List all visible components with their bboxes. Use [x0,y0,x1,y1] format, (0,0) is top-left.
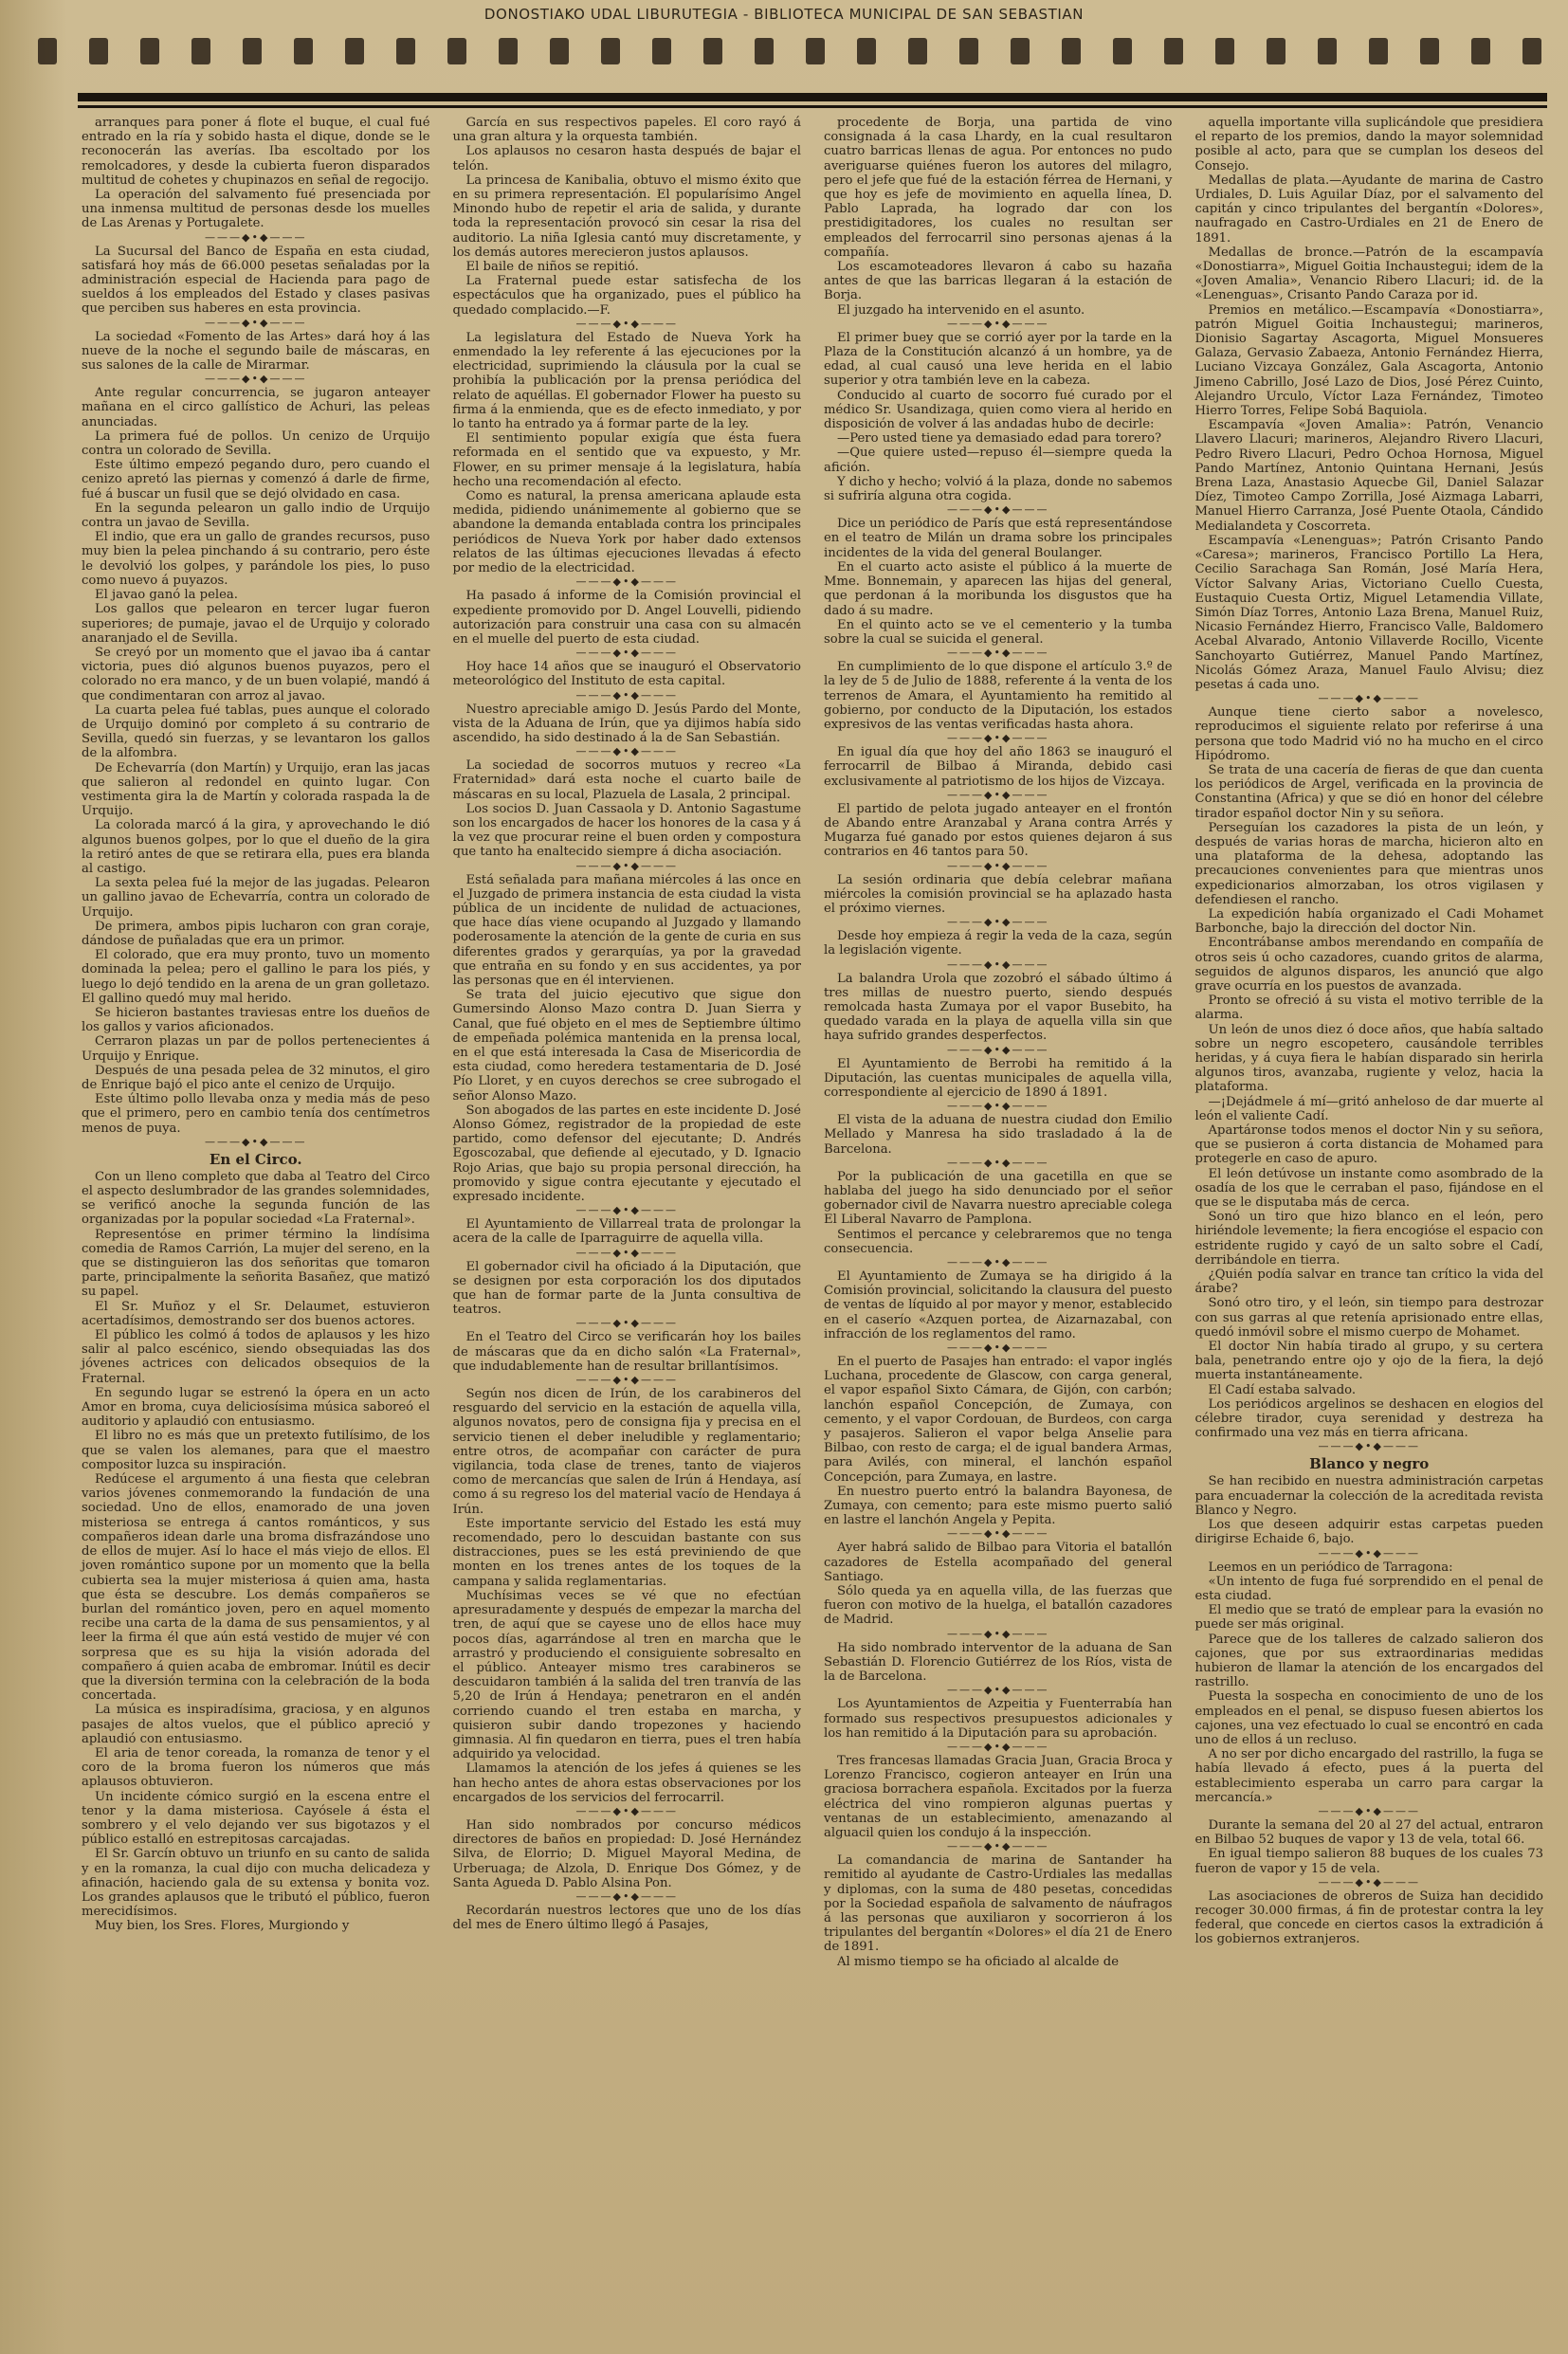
news-paragraph: Al mismo tiempo se ha oficiado al alcalde de [837,1954,1120,1969]
separator-ornament: ———◆•◆——— [947,1100,1049,1113]
news-paragraph: Apartáronse todos menos el doctor Nin y su señora, que se pusieron á corta distancia de Mohamed para protegerle en caso de apuro. [1194,1123,1543,1167]
news-paragraph: Se trata de una cacería de fieras de que dan cuenta los periódicos de Argel, verificada en la provincia de Constantina (Africa) y que se dió en honor del célebre tirador español doctor Nin y su señora. [1194,762,1543,821]
news-paragraph: El partido de pelota jugado anteayer en el frontón de Abando entre Aranzabal y Arana contra Arrés y Mugarza fué ganado por estos quienes dejaron á sus contrarios en 46 tantos para 50. [824,801,1173,860]
news-paragraph: La Sucursal del Banco de España en esta ciudad, satisfará hoy más de 66.000 pesetas señaladas por la administración especial de Hacienda para pago de sueldos á los empleados del Estado y clases pasivas que perciben sus haberes en esta provincia. [82,244,430,317]
sprocket-hole [1318,38,1337,64]
sprocket-hole [345,38,364,64]
news-paragraph: Ayer habrá salido de Bilbao para Vitoria el batallón cazadores de Estella acompañado del general Santiago. [824,1541,1173,1584]
separator-ornament: ———◆•◆——— [575,1204,678,1217]
separator-ornament: ———◆•◆——— [1318,692,1420,705]
news-paragraph: La colorada marcó á la gira, y aprovechando le dió algunos buenos golpes, por lo que el dueño de la gira la retiró antes de que se retirara ella, pues era blanda al castigo. [82,818,430,876]
news-paragraph: En el quinto acto se ve el cementerio y la tumba sobre la cual se suicida el general. [824,617,1173,647]
microfilm-sprockets [0,38,1568,66]
news-paragraph: Las asociaciones de obreros de Suiza han decidido recoger 30.000 firmas, á fin de protestar contra la ley federal, que concede en ciertos casos la extradición á los gobiernos extranjeros. [1194,1889,1543,1947]
news-paragraph: Este último empezó pegando duro, pero cuando el cenizo apretó las piernas y comenzó á darle de firme, fué á buscar un fusil que se dejó olvidado en casa. [82,458,430,502]
news-paragraph: El medio que se trató de emplear para la evasión no puede ser más original. [1194,1603,1543,1633]
news-paragraph: Pronto se ofreció á su vista el motivo terrible de la alarma. [1194,994,1543,1023]
news-paragraph: Son abogados de las partes en este incidente D. José Alonso Gómez, registrador de la propiedad de este partido, como defensor del ejecutante; D. Andrés Egoscozabal, que defiende al ejecutado, y D. Ignacio Rojo Arias, que bajo su propia personal dirección, ha promovido y sigue contra ejecutante y ejecutado el expresado incidente. [452,1103,801,1205]
news-paragraph: El primer buey que se corrió ayer por la tarde en la Plaza de la Constitución alcanzó á un hombre, ya de edad, al cual causó una leve herida en el labio superior y otra también leve en la cabeza. [824,330,1173,389]
news-paragraph: Cerraron plazas un par de pollos pertenecientes á Urquijo y Enrique. [82,1034,430,1064]
news-paragraph: El Sr. Garcín obtuvo un triunfo en su canto de salida y en la romanza, la cual dijo con mucha delicadeza y afinación, haciendo gala de su extensa y bonita voz. Los grandes aplausos que le tributó el público, fueron merecidísimos. [82,1847,430,1920]
news-paragraph: procedente de Borja, una partida de vino consignada á la casa Lhardy, en la cual resultaron cuatro barricas llenas de agua. Por entonces no pudo averiguarse quiénes fueron los autores del milagro, pero el jefe que fué de la estación férrea de Hernani, y que hoy es jefe de movimiento en aquella línea, D. Pablo Laprada, ha logrado dar con los prestidigitadores, los cuales no resultan ser empleados del ferrocarril sino personas ajenas á la compañía. [824,116,1173,260]
section-heading: En el Circo. [209,1150,302,1168]
news-paragraph: arranques para poner á flote el buque, el cual fué entrado en la ría y sobido hasta el dique, donde se le reconocerán las averías. Iba escoltado por los remolcadores, y desde la cubierta fueron disparados multitud de cohetes y chupinazos en señal de regocijo. [82,116,430,188]
sprocket-hole [806,38,825,64]
sprocket-hole [1471,38,1490,64]
news-paragraph: El Ayuntamiento de Villarreal trata de prolongar la acera de la calle de Iparraguirre de aquella villa. [452,1217,801,1247]
news-paragraph: El Sr. Muñoz y el Sr. Delaumet, estuvieron acertadísimos, demostrando ser dos buenos actores. [82,1299,430,1328]
separator-ornament: ———◆•◆——— [205,230,307,244]
separator-ornament: ———◆•◆——— [947,958,1049,971]
news-paragraph: aquella importante villa suplicándole que presidiera el reparto de los premios, dando la mayor solemnidad posible al acto, para que se cumplan los deseos del Consejo. [1194,116,1543,173]
news-paragraph: Se han recibido en nuestra administración carpetas para encuadernar la colección de la acreditada revista Blanco y Negro. [1194,1474,1543,1518]
separator-ornament: ———◆•◆——— [575,859,678,872]
news-paragraph: Los socios D. Juan Cassaola y D. Antonio Sagastume son los encargados de hacer los honores de la casa y á la vez que procurar reine el buen orden y compostura que tanto ha enaltecido siempre á dicha asociación. [452,801,801,860]
sprocket-hole [140,38,159,64]
sprocket-hole [652,38,671,64]
news-paragraph: Sentimos el percance y celebraremos que no tenga consecuencia. [824,1227,1173,1256]
news-paragraph: Como es natural, la prensa americana aplaude esta medida, pidiendo unánimemente al gobierno que se abandone la demanda entablada contra los principales periódicos de Nueva York por haber dado extensos relatos de las últimas ejecuciones llevadas á efecto por medio de la electricidad. [452,489,801,576]
sprocket-hole [89,38,108,64]
news-paragraph: Hoy hace 14 años que se inauguró el Observatorio meteorológico del Instituto de esta capital. [452,660,801,689]
news-paragraph: En la segunda pelearon un gallo indio de Urquijo contra un javao de Sevilla. [82,501,430,531]
sprocket-hole [191,38,210,64]
separator-ornament: ———◆•◆——— [947,1684,1049,1697]
news-paragraph: Escampavía «Lenenguas»; Patrón Crisanto Pando «Caresa»; marineros, Francisco Portillo La Hera, Cecilio Sarachaga San Román, José María Hera, Víctor Salvany Arias, Victoriano Cuello Cuesta, Eustaquio Cuesta Ortiz, Miguel Letamendia Villate, Simón Díaz Torres, Antonio Laza Brena, Manuel Ruiz, Nicasio Fernández Hierro, Francisco Valle, Baldomero Acebal Alvarado, Antonio Villaverde Rocillo, Vicente Sanchoyarto Gutiérrez, Manuel Pando Martínez, Nicolás Gómez Araza, Manuel Faulo Alvisu; diez pesetas á cada uno. [1194,533,1543,692]
news-paragraph: La balandra Urola que zozobró el sábado último á tres millas de nuestro puerto, siendo después remolcada hasta Zumaya por el vapor Busebito, ha quedado varada en la playa de aquella villa sin que haya sufrido grandes desperfectos. [824,971,1173,1044]
masthead-rule-thick [78,93,1547,101]
news-paragraph: Los que deseen adquirir estas carpetas pueden dirigirse Echaide 6, bajo. [1194,1518,1543,1547]
separator-ornament: ———◆•◆——— [947,647,1049,660]
news-paragraph: El doctor Nin había tirado al grupo, y su certera bala, penetrando entre ojo y ojo de la fiera, la dejó muerta instantáneamente. [1194,1340,1543,1383]
news-paragraph: «Un intento de fuga fué sorprendido en el penal de esta ciudad. [1194,1574,1543,1603]
separator-ornament: ———◆•◆——— [1318,1804,1420,1817]
news-paragraph: Los gallos que pelearon en tercer lugar fueron superiores; de pumaje, javao el de Urquijo y colorado anaranjado el de Sevilla. [82,602,430,646]
separator-ornament: ———◆•◆——— [575,1804,678,1817]
news-paragraph: Han sido nombrados por concurso médicos directores de baños en propiedad: D. José Hernández Silva, de Elorrio; D. Miguel Mayoral Medina, de Urberuaga; de Alzola, D. Enrique Dos Gómez, y de Santa Agueda D. Pablo Alsina Pon. [452,1817,801,1890]
news-paragraph: El león detúvose un instante como asombrado de la osadía de los que le cerraban el paso, fijándose en el que se le disputaba más de cerca. [1194,1166,1543,1211]
sprocket-hole [499,38,518,64]
separator-ornament: ———◆•◆——— [575,688,678,702]
news-paragraph: Ante regular concurrencia, se jugaron anteayer mañana en el circo gallístico de Achuri, las peleas anunciadas. [82,386,430,429]
separator-ornament: ———◆•◆——— [575,317,678,330]
news-paragraph: Los aplausos no cesaron hasta después de bajar el telón. [452,144,801,173]
news-paragraph: La comandancia de marina de Santander ha remitido al ayudante de Castro-Urdiales las medallas y diplomas, con la suma de 480 pesetas, concedidas por la Sociedad española de salvamento de náufragos á las personas que auxiliaron y socorrieron á los tripulantes del bergantín «Dolores» el día 21 de Enero de 1891. [824,1853,1173,1955]
news-paragraph: Perseguían los cazadores la pista de un león, y después de varias horas de marcha, hicieron alto en una plataforma de la dehesa, adoptando las precauciones convenientes para que mientras unos expedicionarios almorzaban, los otros vigilasen y defendiesen el rancho. [1194,820,1543,907]
news-paragraph: El Ayuntamiento de Berrobi ha remitido á la Diputación, las cuentas municipales de aquella villa, correspondiente al ejercicio de 1890 á 1891. [824,1056,1173,1100]
news-paragraph: Sonó un tiro que hizo blanco en el león, pero hiriéndole levemente; la fiera encogióse el espacio con estridente rugido y cayó de un salto sobre el Cadí, derribándole en tierra. [1194,1210,1543,1268]
news-paragraph: La sociedad de socorros mutuos y recreo «La Fraternidad» dará esta noche el cuarto baile de máscaras en su local, Plazuela de Lasala, 2 principal. [452,758,801,802]
news-paragraph: Tres francesas llamadas Gracia Juan, Gracia Broca y Lorenzo Francisco, cogieron anteayer en Irún una graciosa borrachera española. Excitados por la fuerza eléctrica del vino rompieron algunas puertas y ventanas de un establecimiento, amenazando al alguacil quien los condujo á la inspección. [824,1753,1173,1840]
separator-ornament: ———◆•◆——— [947,1156,1049,1169]
news-paragraph: Llamamos la atención de los jefes á quienes se les han hecho antes de ahora estas observaciones por los encargados de los servicios del ferrocarril. [452,1761,801,1805]
separator-ornament: ———◆•◆——— [575,575,678,589]
news-paragraph: Representóse en primer término la lindísima comedia de Ramos Carrión, La mujer del sereno, en la que se distinguieron las dos señoritas que tomaron parte, principalmente la señorita Basañez, que matizó su papel. [82,1227,430,1300]
news-paragraph: Sólo queda ya en aquella villa, de las fuerzas que fueron con motivo de la huelga, el batallón cazadores de Madrid. [824,1584,1173,1628]
sprocket-hole [1267,38,1285,64]
news-paragraph: El baile de niños se repitió. [465,260,639,275]
separator-ornament: ———◆•◆——— [947,503,1049,517]
news-paragraph: Ha pasado á informe de la Comisión provincial el expediente promovido por D. Angel Louvelli, pidiendo autorización para construir una casa con su almacén en el muelle del puerto de esta ciudad. [452,589,801,647]
news-paragraph: El aria de tenor coreada, la romanza de tenor y el coro de la broma fueron los números que más aplausos obtuvieron. [82,1745,430,1790]
news-paragraph: La sexta pelea fué la mejor de las jugadas. Pelearon un gallino javao de Echevarría, contra un colorado de Urquijo. [82,876,430,920]
news-paragraph: Un león de unos diez ó doce años, que había saltado sobre un negro escopetero, causándole terribles heridas, y á cuya fiera le habían disparado sin herirla algunos tiros, avanzaba, rugiente y veloz, hacia la plataforma. [1194,1022,1543,1095]
sprocket-hole [38,38,57,64]
news-paragraph: Los escamoteadores llevaron á cabo su hazaña antes de que las barricas llegaran á la estación de Borja. [824,260,1173,303]
news-paragraph: El vista de la aduana de nuestra ciudad don Emilio Mellado y Manresa ha sido trasladado á la de Barcelona. [824,1113,1173,1157]
news-paragraph: En segundo lugar se estrenó la ópera en un acto Amor en broma, cuya deliciosísima música saboreó el auditorio y aplaudió con entusiasmo. [82,1385,430,1430]
news-paragraph: Conducido al cuarto de socorro fué curado por el médico Sr. Usandizaga, quien como viera al herido en disposición de volver á las andadas hubo de decirle: [824,388,1173,432]
news-paragraph: —¡Dejádmele á mí—gritó anheloso de dar muerte al león el valiente Cadí. [1194,1094,1543,1123]
news-paragraph: En el puerto de Pasajes han entrado: el vapor inglés Luchana, procedente de Glascow, con carga general, el vapor español Sixto Cámara, de Gijón, con carbón; lanchón español Concepción, de Zumaya, con cemento, y el vapor Cordouan, de Burdeos, con carga y pasajeros. Salieron el vapor belga Anselie para Bilbao, con resto de carga; el de igual bandera Armas, para Avilés, con mineral, el lanchón español Concepción, para Zumaya, en lastre. [824,1355,1173,1485]
news-paragraph: De primera, ambos pipis lucharon con gran coraje, dándose de puñaladas que era un primor. [82,919,430,948]
separator-ornament: ———◆•◆——— [947,1527,1049,1541]
sprocket-hole [243,38,262,64]
sprocket-hole [908,38,927,64]
news-paragraph: Muy bien, los Sres. Flores, Murgiondo y [95,1919,350,1934]
separator-ornament: ———◆•◆——— [947,1256,1049,1269]
separator-ornament: ———◆•◆——— [575,1889,678,1903]
news-paragraph: Escampavía «Joven Amalia»: Patrón, Venancio Llavero Llacuri; marineros, Alejandro Rivero Llacuri, Pedro Rivero Llacuri, Pedro Ochoa Hornosa, Miguel Pando Martínez, Antonio Quintana Hernani, Jesús Brena Laza, Anastasio Aquecbe Gil, Daniel Salazar Díez, Timoteo Campo Zorrilla, José Aizmaga Labarri, Manuel Hierro Carranza, José Puente Otaola, Cándido Medialandeta y Coscorreta. [1194,418,1543,534]
separator-ornament: ———◆•◆——— [947,1740,1049,1753]
news-paragraph: Leemos en un periódico de Tarragona: [1208,1560,1453,1575]
news-paragraph: El Ayuntamiento de Zumaya se ha dirigido á la Comisión provincial, solicitando la clausura del puesto de ventas de líquido al por mayor y menor, establecido en el caserío «Azquen portea, de Aizarnazabal, con infracción de los reglamentos del ramo. [824,1269,1173,1341]
news-paragraph: Medallas de bronce.—Patrón de la escampavía «Donostiarra», Miguel Goitia Inchaustegui; idem de la «Joven Amalia», Venancio Ribero Llacuri; id. de la «Lenenguas», Crisanto Pando Caraza por id. [1194,245,1543,303]
sprocket-hole [550,38,569,64]
news-paragraph: Este importante servicio del Estado les está muy recomendado, pero lo descuidan bastante con sus distracciones, pues se les está previniendo de que monten en los trenes antes de los toques de la campana y salida reglamentarias. [452,1516,801,1589]
sprocket-hole [447,38,466,64]
news-paragraph: La sesión ordinaria que debía celebrar mañana miércoles la comisión provincial se ha aplazado hasta el próximo viernes. [824,872,1173,916]
separator-ornament: ———◆•◆——— [575,745,678,758]
column-1 [78,116,434,2344]
news-paragraph: La música es inspiradísima, graciosa, y en algunos pasajes de altos vuelos, que el público apreció y aplaudió con entusiasmo. [82,1703,430,1746]
news-paragraph: Está señalada para mañana miércoles á las once en el Juzgado de primera instancia de esta ciudad la vista pública de un incidente de nulidad de actuaciones, que hace días viene ocupando al Juzgado y llamando poderosamente la atención de la gente de curia en sus diferentes grados y gerarquías, ya por la gravedad que entraña en su fondo y en sus accidentes, ya por las personas que en él intervienen. [452,872,801,988]
news-paragraph: Medallas de plata.—Ayudante de marina de Castro Urdiales, D. Luis Aguilar Díaz, por el salvamento del capitán y cinco tripulantes del bergantín «Dolores», naufragado en Castro-Urdiales en 21 de Enero de 1891. [1194,173,1543,246]
sprocket-hole [857,38,876,64]
news-paragraph: Durante la semana del 20 al 27 del actual, entraron en Bilbao 52 buques de vapor y 13 de vela, total 66. [1194,1817,1543,1848]
news-paragraph: La cuarta pelea fué tablas, pues aunque el colorado de Urquijo dominó por completo á su contrario de Sevilla, quedó sin fuerzas, y se levantaron los gallos de la alfombra. [82,703,430,761]
news-paragraph: De Echevarría (don Martín) y Urquijo, eran las jacas que salieron al redondel en quinto lugar. Con vestimenta gira la de Martín y colorada raspada la de Urquijo. [82,760,430,819]
separator-ornament: ———◆•◆——— [205,316,307,329]
separator-ornament: ———◆•◆——— [575,1374,678,1387]
sprocket-hole [1522,38,1541,64]
separator-ornament: ———◆•◆——— [1318,1875,1420,1889]
sprocket-hole [703,38,722,64]
news-paragraph: La expedición había organizado el Cadi Mohamet Barbonche, bajo la dirección del doctor Nin. [1194,906,1543,937]
news-paragraph: Parece que de los talleres de calzado salieron dos cajones, que por sus extraordinarias medidas hubieron de llamar la atención de los encargados del rastrillo. [1194,1632,1543,1690]
news-paragraph: ¿Quién podía salvar en trance tan crítico la vida del árabe? [1194,1268,1543,1297]
news-paragraph: Nuestro apreciable amigo D. Jesús Pardo del Monte, vista de la Aduana de Irún, que ya dijimos había sido ascendido, ha sido destinado á la de San Sebastián. [452,702,801,745]
sprocket-hole [1011,38,1030,64]
section-heading: Blanco y negro [1309,1455,1430,1473]
news-paragraph: Se trata del juicio ejecutivo que sigue don Gumersindo Alonso Mazo contra D. Juan Sierra y Canal, que fué objeto en el mes de Septiembre último de empeñada polémica mantenida en la prensa local, en el que está interesada la Casa de Misericordia de esta ciudad, como heredera testamentaria de D. José Pío Lloret, y en cuyos derechos se cree subrogado el señor Alonso Mazo. [452,988,801,1104]
separator-ornament: ———◆•◆——— [947,1840,1049,1853]
news-paragraph: El Cadí estaba salvado. [1208,1382,1357,1397]
news-paragraph: —Pero usted tiene ya demasiado edad para torero? [837,431,1162,447]
news-paragraph: Ha sido nombrado interventor de la aduana de San Sebastián D. Florencio Gutiérrez de los Ríos, vista de la de Barcelona. [824,1640,1173,1685]
sprocket-hole [396,38,415,64]
news-paragraph: La legislatura del Estado de Nueva York ha enmendado la ley referente á las ejecuciones por la electricidad, suprimiendo la cláusula por la cual se prohibía la publicación por la prensa periódica del relato de aquéllas. El gobernador Flower ha puesto su firma á la enmienda, que es de efecto inmediato, y por lo tanto ha entrado ya á formar parte de la ley. [452,330,801,432]
news-paragraph: Dice un periódico de París que está representándose en el teatro de Milán un drama sobre los principales incidentes de la vida del general Boulanger. [824,517,1173,560]
news-paragraph: En nuestro puerto entró la balandra Bayonesa, de Zumaya, con cemento; para este mismo puerto salió en lastre el lanchón Angela y Pepita. [824,1484,1173,1528]
news-paragraph: Encontrábanse ambos merendando en compañía de otros seis ú ocho cazadores, cuando gritos de alarma, seguidos de algunos disparos, les anunció que algo grave ocurría en los puestos de avanzada. [1194,936,1543,994]
separator-ornament: ———◆•◆——— [205,1135,307,1148]
news-paragraph: Después de una pesada pelea de 32 minutos, el giro de Enrique bajó el pico ante el cenizo de Urquijo. [82,1063,430,1092]
separator-ornament: ———◆•◆——— [947,732,1049,745]
news-paragraph: En cumplimiento de lo que dispone el artículo 3.º de la ley de 5 de Julio de 1888, referente á la venta de los terrenos de Amara, el Ayuntamiento ha remitido al gobierno, por conducto de la Diputación, los estados expresivos de las ventas verificadas hasta ahora. [824,660,1173,732]
sprocket-hole [1369,38,1388,64]
news-paragraph: El libro no es más que un pretexto futilísimo, de los que se valen los alemanes, para que el maestro compositor luzca su inspiración. [82,1429,430,1472]
separator-ornament: ———◆•◆——— [1318,1440,1420,1453]
separator-ornament: ———◆•◆——— [947,859,1049,872]
news-paragraph: Aunque tiene cierto sabor a novelesco, reproducimos el siguiente relato por referirse á una persona que todo Madrid vió no ha mucho en el circo Hipódromo. [1194,705,1543,763]
sprocket-hole [959,38,978,64]
separator-ornament: ———◆•◆——— [947,1627,1049,1640]
news-paragraph: La sociedad «Fomento de las Artes» dará hoy á las nueve de la noche el segundo baile de máscaras, en sus salones de la calle de Mirarmar. [82,329,430,374]
news-paragraph: El sentimiento popular exigía que ésta fuera reformada en el sentido que va expuesto, y Mr. Flower, en su primer mensaje á la legislatura, había hecho una recomendación al efecto. [452,431,801,489]
news-paragraph: A no ser por dicho encargado del rastrillo, la fuga se había llevado á efecto, pues á la puerta del establecimiento esperaba un carro para cargar la mercancía.» [1194,1747,1543,1805]
sprocket-hole [755,38,774,64]
news-paragraph: La Fraternal puede estar satisfecha de los espectáculos que ha organizado, pues el público ha quedado complacido.—F. [452,274,801,318]
sprocket-hole [1420,38,1439,64]
news-paragraph: El juzgado ha intervenido en el asunto. [837,302,1085,318]
column-4 [1192,116,1548,2344]
news-paragraph: En el cuarto acto asiste el público á la muerte de Mme. Bonnemain, y aparecen las hijas del general, que perdonan á la moribunda los disgustos que ha dado á su madre. [824,559,1173,618]
news-paragraph: La primera fué de pollos. Un cenizo de Urquijo contra un colorado de Sevilla. [82,429,430,459]
news-paragraph: Sonó otro tiro, y el león, sin tiempo para destrozar con sus garras al que retenía aprisionado entre ellas, quedó inmóvil sobre el mismo cuerpo de Mohamet. [1194,1296,1543,1340]
news-paragraph: El gobernador civil ha oficiado á la Diputación, que se designen por esta corporación los dos diputados que han de formar parte de la Junta consultiva de teatros. [452,1259,801,1318]
news-paragraph: Los Ayuntamientos de Azpeitia y Fuenterrabía han formado sus respectivos presupuestos adicionales y los han remitido á la Diputación para su aprobación. [824,1697,1173,1741]
sprocket-hole [1164,38,1183,64]
news-paragraph: La princesa de Kanibalia, obtuvo el mismo éxito que en su primera representación. El popularísimo Angel Minondo hubo de repetir el aria de salida, y durante toda la representación provocó sin cesar la risa del auditorio. La niña Iglesia cantó muy discretamente, y los demás autores merecieron justos aplausos. [452,173,801,260]
separator-ornament: ———◆•◆——— [1318,1546,1420,1560]
separator-ornament: ———◆•◆——— [205,373,307,386]
news-paragraph: El indio, que era un gallo de grandes recursos, puso muy bien la pelea pinchando á su contrario, pero éste le devolvió los golpes, y parándole los pies, lo puso como nuevo á puyazos. [82,530,430,588]
news-paragraph: Un incidente cómico surgió en la escena entre el tenor y la dama misteriosa. Cayósele á ésta el sombrero y el velo dejando ver sus bigotazos y el público estalló en estrepitosas carcajadas. [82,1789,430,1848]
news-paragraph: Los periódicos argelinos se deshacen en elogios del célebre tirador, cuya serenidad y destreza ha confirmado una vez más en tierra africana. [1194,1396,1543,1441]
separator-ornament: ———◆•◆——— [575,1317,678,1330]
sprocket-hole [601,38,620,64]
separator-ornament: ———◆•◆——— [947,916,1049,929]
news-paragraph: Según nos dicen de Irún, de los carabineros del resguardo del servicio en la estación de aquella villa, algunos novatos, pero de consigna fija y precisa en el servicio tienen el deber ineludible y reglamentario; entre otros, de acompañar con carácter de pura vigilancia, toda clase de trenes, tanto de viajeros como de mercancías que salen de Irún á Hendaya, así como á su regreso los del material vacío de Hendaya á Irún. [452,1387,801,1517]
news-paragraph: Muchísimas veces se vé que no efectúan apresuradamente y después de empezar la marcha del tren, de aquí que se cayese uno de ellos hace muy pocos días, agarrándose al tren en marcha que le arrastró y produciendo el consiguiente sobresalto en el público. Anteayer mismo tres carabineros se descuidaron también á la salida del tren tranvía de las 5,20 de Irún á Hendaya; penetraron en el andén corriendo cuando el tren estaba en marcha, y quisieron subir dando tropezones y haciendo gimnasia. Al fin quedaron en tierra, pues el tren había adquirido ya velocidad. [452,1588,801,1762]
page-edge-shadow [0,0,66,2354]
text-columns [78,116,1547,2344]
news-paragraph: La operación del salvamento fué presenciada por una inmensa multitud de personas desde los muelles de Las Arenas y Portugalete. [82,188,430,231]
sprocket-hole [294,38,313,64]
news-paragraph: Se creyó por un momento que el javao iba á cantar victoria, pues dió algunos buenos puyazos, pero el colorado no era manco, y de un buen volapié, mandó á que condimentaran con arroz al javao. [82,645,430,703]
sprocket-hole [1215,38,1234,64]
separator-ornament: ———◆•◆——— [575,1246,678,1259]
news-paragraph: En igual día que hoy del año 1863 se inauguró el ferrocarril de Bilbao á Miranda, debido casi exclusivamente al patriotismo de los hijos de Vizcaya. [824,745,1173,789]
masthead-rule-thin [78,105,1547,108]
separator-ornament: ———◆•◆——— [947,1043,1049,1056]
separator-ornament: ———◆•◆——— [947,317,1049,330]
separator-ornament: ———◆•◆——— [947,1341,1049,1355]
news-paragraph: Premios en metálico.—Escampavía «Donostiarra», patrón Miguel Goitia Inchaustegui; marineros, Dionisio Sagartay Ascagorta, Miguel Monsueres Galaza, Gervasio Zabaeza, Antonio Fernández Hierra, Luciano Vizcaya González, Gala Ascagorta, Antonio Jimeno Cabrillo, José Lazo de Dios, José Pérez Cuinto, Alejandro Urculo, Víctor Laza Fernández, Timoteo Hierro Torres, Felipe Sobá Baquiola. [1194,302,1543,419]
news-paragraph: Desde hoy empieza á regir la veda de la caza, según la legislación vigente. [824,929,1173,958]
column-2 [449,116,806,2344]
news-paragraph: Por la publicación de una gacetilla en que se hablaba del juego ha sido denunciado por el señor gobernador civil de Navarra nuestro apreciable colega El Liberal Navarro de Pamplona. [824,1169,1173,1228]
news-paragraph: El público les colmó á todos de aplausos y les hizo salir al palco escénico, siendo obsequiadas las dos jóvenes actrices con delicados obsequios de la Fraternal. [82,1328,430,1386]
news-paragraph: En igual tiempo salieron 88 buques de los cuales 73 fueron de vapor y 15 de vela. [1194,1847,1543,1876]
column-3 [820,116,1176,2344]
news-paragraph: Con un lleno completo que daba al Teatro del Circo el aspecto deslumbrador de las grandes solemnidades, se verificó anoche la segunda función de las organizadas por la popular sociedad «La Fraternal». [82,1169,430,1228]
sprocket-hole [1113,38,1132,64]
news-paragraph: El colorado, que era muy pronto, tuvo un momento dominada la pelea; pero el gallino le para los piés, y luego lo dejó tendido en la arena de un gran golletazo. El gallino quedó muy mal herido. [82,948,430,1006]
news-paragraph: —Que quiere usted—repuso él—siempre queda la afición. [824,446,1173,475]
news-paragraph: El javao ganó la pelea. [95,588,238,603]
sprocket-hole [1062,38,1081,64]
news-paragraph: Y dicho y hecho; volvió á la plaza, donde no sabemos si sufriría alguna otra cogida. [824,474,1173,504]
news-paragraph: Este último pollo llevaba onza y media más de peso que el primero, pero en cambio tenía dos centímetros menos de puya. [82,1092,430,1136]
separator-ornament: ———◆•◆——— [947,788,1049,801]
news-paragraph: Redúcese el argumento á una fiesta que celebran varios jóvenes conmemorando la fundación de una sociedad. Uno de ellos, enamorado de una joven misteriosa se entrega á cantos románticos, y sus compañeros idean darle una broma disfrazándose uno de ellos de mujer. Así lo hace el más viejo de ellos. El joven romántico supone por un momento que la bella cubierta sea la mujer misteriosa á quien ama, hasta que ésta se descubre. Los demás compañeros se burlan del romántico joven, pero en aquel momento recibe una carta de la dama de sus pensamientos, y al leer la firma él que aún está vestido de mujer vé con sorpresa que es su hija la visión adorada del compañero á quien acaba de embromar. Inútil es decir que la diversión termina con la celebración de la boda concertada. [82,1472,430,1704]
news-paragraph: García en sus respectivos papeles. El coro rayó á una gran altura y la orquesta también. [452,116,801,145]
news-paragraph: Recordarán nuestros lectores que uno de los días del mes de Enero último llegó á Pasajes, [452,1903,801,1933]
news-paragraph: En el Teatro del Circo se verificarán hoy los bailes de máscaras que da en dicho salón «La Fraternal», que indudablemente han de resultar brillantísimos. [452,1330,801,1374]
news-paragraph: Puesta la sospecha en conocimiento de uno de los empleados en el penal, se dispuso fuesen abiertos los cajones, una vez efectuado lo cual se encontró en cada uno de ellos á un recluso. [1194,1689,1543,1747]
news-paragraph: Se hicieron bastantes traviesas entre los dueños de los gallos y varios aficionados. [82,1005,430,1035]
separator-ornament: ———◆•◆——— [575,647,678,660]
archive-header: DONOSTIAKO UDAL LIBURUTEGIA - BIBLIOTECA MUNICIPAL DE SAN SEBASTIAN [483,6,1085,23]
